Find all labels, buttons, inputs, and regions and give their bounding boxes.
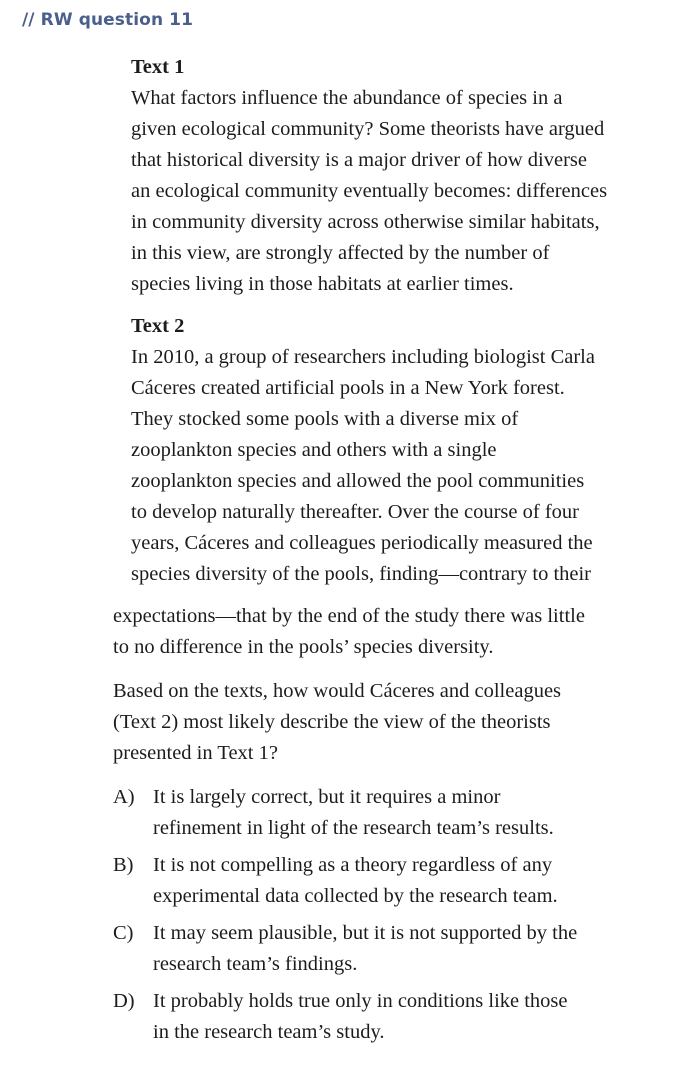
text2-tail-line: to no difference in the pools’ species diversity.	[113, 636, 494, 658]
text1-line: species living in those habitats at earlier times.	[131, 273, 514, 295]
text1-passage	[131, 52, 607, 300]
text1-line: that historical diversity is a major driver of how diverse	[131, 149, 588, 171]
choice-line: It probably holds true only in conditions like those	[153, 990, 568, 1012]
choice-text-d	[153, 986, 568, 1048]
choice-line: refinement in light of the research team’s results.	[153, 817, 554, 839]
question-stem	[113, 676, 561, 769]
choice-line: It may seem plausible, but it is not supported by the	[153, 922, 578, 944]
text2-tail-line: expectations—that by the end of the study there was little	[113, 605, 585, 627]
text2-line: Cáceres created artificial pools in a New York forest.	[131, 377, 565, 399]
text2-line: zooplankton species and allowed the pool communities	[131, 470, 585, 492]
text1-line: What factors influence the abundance of species in a	[131, 87, 563, 109]
text2-line: zooplankton species and others with a single	[131, 439, 497, 461]
choice-text-b	[153, 850, 558, 912]
text1-line: in this view, are strongly affected by the number of	[131, 242, 550, 264]
choice-letter-a: A)	[113, 786, 135, 808]
choice-line: in the research team’s study.	[153, 1021, 385, 1043]
text1-line: an ecological community eventually becomes: differences	[131, 180, 608, 202]
choice-letter-d: D)	[113, 990, 135, 1012]
text2-line: species diversity of the pools, finding—contrary to their	[131, 563, 592, 585]
text2-passage	[131, 311, 595, 590]
question-comment-label: // RW question 11	[22, 10, 194, 30]
text2-heading: Text 2	[131, 315, 185, 337]
text2-line: They stocked some pools with a diverse mix of	[131, 408, 519, 430]
text1-line: in community diversity across otherwise similar habitats,	[131, 211, 600, 233]
choice-line: research team’s findings.	[153, 953, 358, 975]
text2-line: In 2010, a group of researchers including biologist Carla	[131, 346, 595, 368]
choice-line: experimental data collected by the research team.	[153, 885, 558, 907]
choice-line: It is not compelling as a theory regardless of any	[153, 854, 553, 876]
text1-heading: Text 1	[131, 56, 185, 78]
text1-line: given ecological community? Some theorists have argued	[131, 118, 605, 140]
choice-letter-c: C)	[113, 922, 134, 944]
text2-continuation	[113, 601, 585, 663]
choice-line: It is largely correct, but it requires a minor	[153, 786, 501, 808]
question-line: presented in Text 1?	[113, 742, 278, 764]
choice-text-c	[153, 918, 577, 980]
choice-letter-b: B)	[113, 854, 134, 876]
text2-line: years, Cáceres and colleagues periodically measured the	[131, 532, 593, 554]
choice-text-a	[153, 782, 554, 844]
text2-line: to develop naturally thereafter. Over the course of four	[131, 501, 579, 523]
question-line: (Text 2) most likely describe the view of the theorists	[113, 711, 551, 733]
question-line: Based on the texts, how would Cáceres and colleagues	[113, 680, 562, 702]
